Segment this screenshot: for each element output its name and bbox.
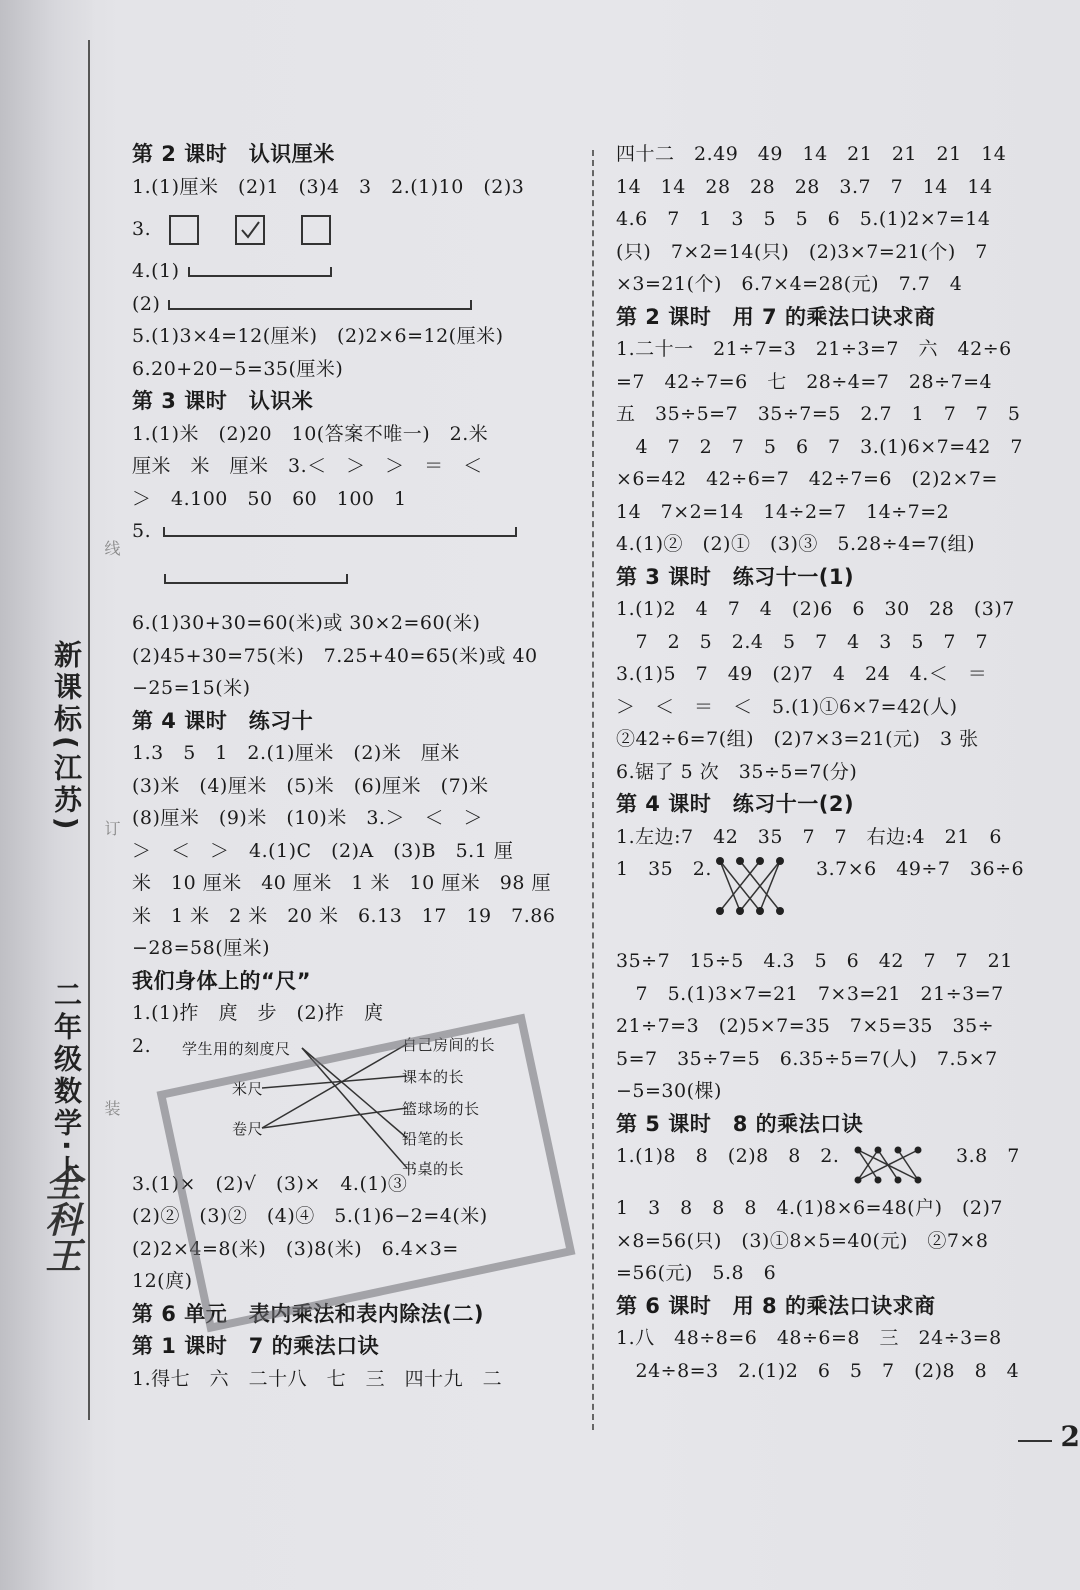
match-left-item: 米尺 [232, 1079, 264, 1098]
cut-mark-staple: 装 [102, 1100, 121, 1116]
question-number: 5. [132, 520, 152, 542]
section-heading: 第 5 课时 8 的乘法口诀 [616, 1111, 864, 1136]
answer-line: 35÷7 15÷5 4.3 5 6 42 7 7 21 [616, 950, 1013, 972]
empty-box [169, 215, 199, 245]
answer-line: 1 3 8 8 8 4.(1)8×6=48(户) (2)7 [616, 1197, 1004, 1219]
drawn-segment [163, 527, 517, 537]
checkbox-answer-row [132, 203, 572, 255]
answer-line: (只) 7×2=14(只) (2)3×7=21(个) 7 [616, 240, 988, 263]
drawn-segment [188, 267, 332, 277]
question-number: 2. [132, 1034, 152, 1057]
cut-mark-line: 线 [102, 540, 121, 556]
answer-line: 21÷7=3 (2)5×7=35 7×5=35 35÷ [616, 1015, 995, 1037]
section-heading: 第 2 课时 用 7 的乘法口诀求商 [616, 304, 936, 329]
answer-line: 14 14 28 28 28 3.7 7 14 14 [616, 175, 993, 198]
answer-line: ②42÷6=7(组) (2)7×3=21(元) 3 张 [616, 728, 979, 750]
spine-edition: 新课标(江苏) [50, 640, 83, 834]
section-heading: 第 6 课时 用 8 的乘法口诀求商 [616, 1293, 936, 1318]
answer-line: 3.(1)5 7 49 (2)7 4 24 4.＜ ＝ [616, 663, 988, 685]
section-heading: 我们身体上的“尺” [132, 968, 312, 993]
answer-line: 1.得七 六 二十八 七 三 四十九 二 [132, 1367, 503, 1390]
section-heading: 第 1 课时 7 的乘法口诀 [132, 1334, 380, 1358]
section-heading: 第 6 单元 表内乘法和表内除法(二) [132, 1301, 484, 1326]
answer-line: (3)米 (4)厘米 (5)米 (6)厘米 (7)米 [132, 774, 489, 797]
answer-line: 厘米 米 厘米 3.＜ ＞ ＞ ＝ ＜ [132, 455, 483, 477]
answer-line: 7 5.(1)3×7=21 7×3=21 21÷3=7 [616, 982, 1004, 1005]
section-heading: 第 4 课时 练习十 [132, 708, 314, 733]
answer-line: (8)厘米 (9)米 (10)米 3.＞ ＜ ＞ [132, 807, 483, 829]
answer-line: 6.20+20−5=35(厘米) [132, 357, 344, 380]
match-right-item: 篮球场的长 [402, 1099, 480, 1118]
answer-line: 米 10 厘米 40 厘米 1 米 10 厘米 98 厘 [132, 872, 551, 894]
page-number: 2 [1060, 1420, 1080, 1453]
ruler-answer-row [132, 515, 572, 607]
answer-line: −28=58(厘米) [132, 937, 271, 959]
answer-line: (2)② (3)② (4)④ 5.(1)6−2=4(米) [132, 1205, 488, 1227]
answer-line: ＞ ＜ ＝ ＜ 5.(1)①6×7=42(人) [616, 695, 958, 718]
answer-line: 4.(1)② (2)① (3)③ 5.28÷4=7(组) [616, 533, 976, 555]
answer-line: 1.(1)拃 庹 步 (2)拃 庹 [132, 1002, 384, 1024]
answer-line: 1.八 48÷8=6 48÷6=8 三 24÷3=8 [616, 1327, 1002, 1349]
answer-line: ×6=42 42÷6=7 42÷7=6 (2)2×7= [616, 468, 998, 490]
section-heading: 第 2 课时 认识厘米 [132, 142, 335, 166]
match-right-item: 铅笔的长 [402, 1129, 465, 1148]
answer-line: 6.锯了 5 次 35÷5=7(分) [616, 760, 858, 783]
answer-line: (2)2×4=8(米) (3)8(米) 6.4×3= [132, 1237, 459, 1260]
answer-line: 12(庹) [132, 1270, 193, 1292]
match-left-item: 卷尺 [232, 1119, 264, 1138]
cut-mark-bind: 订 [102, 820, 121, 836]
spine-title: 二年级数学·上 [50, 980, 83, 1187]
answer-line: 1.(1)2 4 7 4 (2)6 6 30 28 (3)7 [616, 598, 1015, 620]
answer-line: 5=7 35÷7=5 6.35÷5=7(人) 7.5×7 [616, 1047, 998, 1070]
answer-line: 4.6 7 1 3 5 5 6 5.(1)2×7=14 [616, 208, 991, 230]
answer-line: 五 35÷5=7 35÷7=5 2.7 1 7 7 5 [616, 403, 1021, 425]
answer-text-after: 3.8 7 [956, 1145, 1020, 1167]
dot-connect-diagram [714, 855, 804, 935]
answer-line: ＞ 4.100 50 60 100 1 [132, 487, 407, 510]
answer-line: 24÷8=3 2.(1)2 6 5 7 (2)8 8 4 [616, 1359, 1020, 1382]
answer-line: ＞ ＜ ＞ 4.(1)C (2)A (3)B 5.1 厘 [132, 839, 514, 862]
dot-diagram-row [616, 853, 1056, 945]
spine-rule [88, 40, 90, 1420]
match-right-item: 课本的长 [402, 1067, 465, 1086]
answer-line: −25=15(米) [132, 677, 251, 699]
match-right-item: 自己房间的长 [402, 1035, 496, 1054]
answer-line: 6.(1)30+30=60(米)或 30×2=60(米) [132, 612, 481, 634]
answer-line: 米 1 米 2 米 20 米 6.13 17 19 7.86 [132, 904, 556, 927]
answer-line: 14 7×2=14 14÷2=7 14÷7=2 [616, 500, 950, 523]
match-left-item: 学生用的刻度尺 [182, 1039, 291, 1058]
answer-line: 四十二 2.49 49 14 21 21 21 14 [616, 143, 1007, 165]
answer-line: 1.3 5 1 2.(1)厘米 (2)米 厘米 [132, 742, 460, 764]
answer-line: 4 7 2 7 5 6 7 3.(1)6×7=42 7 [616, 435, 1023, 458]
question-number: 4.(1) [132, 260, 180, 282]
drawn-segment [168, 300, 472, 310]
answer-line: ×3=21(个) 6.7×4=28(元) 7.7 4 [616, 273, 963, 295]
section-heading: 第 3 课时 练习十一(1) [616, 564, 855, 589]
right-column [616, 138, 1056, 1387]
answer-line: 7 2 5 2.4 5 7 4 3 5 7 7 [616, 630, 989, 653]
answer-line: 1.(1)米 (2)20 10(答案不唯一) 2.米 [132, 422, 489, 445]
ruler-answer-row [132, 255, 572, 288]
column-divider [592, 150, 594, 1430]
dot-connect-diagram [848, 1144, 938, 1188]
answer-text: 1.(1)8 8 (2)8 8 2. [616, 1145, 840, 1167]
answer-line: 1.左边:7 42 35 7 7 右边:4 21 6 [616, 825, 1002, 848]
publisher-logo: 全科王 [40, 1165, 81, 1273]
section-heading: 第 4 课时 练习十一(2) [616, 792, 855, 816]
answer-line: 5.(1)3×4=12(厘米) (2)2×6=12(厘米) [132, 325, 504, 347]
empty-box [301, 215, 331, 245]
drawn-segment-2 [164, 574, 348, 584]
checked-box [235, 215, 265, 245]
question-number: 3. [132, 218, 152, 240]
answer-line: 3.(1)× (2)√ (3)× 4.(1)③ [132, 1172, 408, 1195]
answer-line: =56(元) 5.8 6 [616, 1262, 777, 1284]
page-number-dash [1018, 1440, 1052, 1442]
answer-text: 1 35 2. [616, 858, 712, 880]
ruler-answer-row [132, 288, 572, 321]
question-number: (2) [132, 292, 161, 315]
answer-line: 1.二十一 21÷7=3 21÷3=7 六 42÷6 [616, 338, 1012, 360]
section-heading: 第 3 课时 认识米 [132, 389, 314, 413]
answer-line: =7 42÷7=6 七 28÷4=7 28÷7=4 [616, 370, 993, 393]
answer-line: (2)45+30=75(米) 7.25+40=65(米)或 40 [132, 644, 538, 667]
dot-diagram-row [616, 1140, 1056, 1192]
match-right-item: 书桌的长 [402, 1159, 465, 1178]
answer-line: −5=30(棵) [616, 1080, 722, 1102]
answer-text-after: 3.7×6 49÷7 36÷6 [816, 858, 1025, 880]
answer-line: ×8=56(只) (3)①8×5=40(元) ②7×8 [616, 1229, 989, 1252]
answer-line: 1.(1)厘米 (2)1 (3)4 3 2.(1)10 (2)3 [132, 175, 525, 198]
